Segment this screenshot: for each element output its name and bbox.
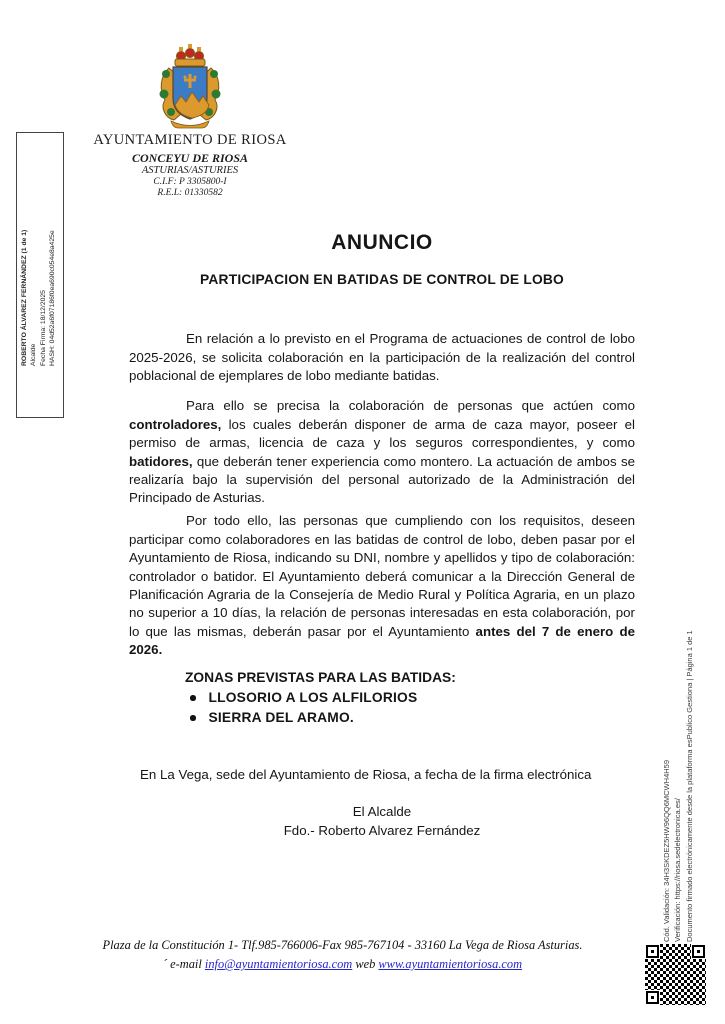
signature-stamp-text <box>20 138 60 412</box>
signature-block <box>129 802 635 840</box>
zonas-item-label: SIERRA DEL ARAMO. <box>208 710 354 725</box>
paragraph-2 <box>129 397 635 507</box>
org-name: AYUNTAMIENTO DE RIOSA <box>93 132 287 148</box>
validation-code: Cód. Validación: 34H3SKDEZ5HW96QQ6MCWH4H59 <box>662 759 671 942</box>
validation-strip <box>661 577 698 942</box>
zonas-section <box>129 668 635 728</box>
paragraph-1: En relación a lo previsto en el Programa de actuaciones de control de lobo 2025-2026, se solicita colaboración en la participación de la realización del control poblacional de ejemplares de lobo mediante batidas. <box>129 331 635 384</box>
p3-text: Por todo ello, las personas que cumpliendo con los requisitos, deseen participar como colaboradores en las batidas de control de lobo, deben pasar por el Ayuntamiento de Riosa, indicando su DNI, nombre y apellidos y tipo de colaboración: controlador o batidor. El Ayuntamiento deberá comunicar a la Dirección General de Planificación Agraria de la Consejería de Medio Rural y Política Agraria, en un plazo no superior a 10 días, la relación de personas interesadas en esta colaboración, por lo que las mismas, deberán pasar por el Ayuntamiento <box>129 513 635 639</box>
p2-bold-batidores: batidores, <box>129 453 193 469</box>
zonas-item-label: LLOSORIO A LOS ALFILORIOS <box>208 690 418 705</box>
zonas-heading: ZONAS PREVISTAS PARA LAS BATIDAS: <box>185 670 456 685</box>
footer-contact <box>60 955 625 974</box>
zonas-item <box>190 708 635 728</box>
org-region: ASTURIAS/ASTURIES <box>141 165 239 176</box>
qr-finder-icon <box>645 990 660 1005</box>
org-name-asturian: CONCEYU DE RIOSA <box>131 151 249 165</box>
zonas-item <box>190 688 635 708</box>
platform-note: Documento firmado electrónicamente desde la plataforma esPublico Gestiona | Página 1 de 1 <box>684 630 694 942</box>
footer-web-prefix: web <box>352 957 379 971</box>
doc-title: ANUNCIO <box>331 231 433 254</box>
qr-finder-icon <box>645 944 660 959</box>
riosa-coat-of-arms-icon <box>157 44 223 132</box>
org-cif: C.I.F: P 3305800-I <box>153 177 227 187</box>
signer-name: ROBERTO ÁLVAREZ FERNÁNDEZ (1 de 1) <box>21 229 28 366</box>
qr-code <box>645 944 706 1005</box>
signature-date: Fecha Firma: 18/12/2025 <box>39 290 47 366</box>
signer-role: Alcalde <box>30 343 38 366</box>
closing-paragraph: En La Vega, sede del Ayuntamiento de Riosa, a fecha de la firma electrónica <box>140 767 592 783</box>
p3-bold-deadline: antes del 7 de enero de 2026. <box>129 623 635 658</box>
footer-address: Plaza de la Constitución 1- Tlf.985-766006-Fax 985-767104 - 33160 La Vega de Riosa Asturias. <box>102 938 583 952</box>
footer-email-link[interactable]: info@ayuntamientoriosa.com <box>204 957 353 971</box>
signature-name: Fdo.- Roberto Alvarez Fernández <box>283 823 481 838</box>
page-footer <box>60 936 625 974</box>
footer-website-link[interactable]: www.ayuntamientoriosa.com <box>378 957 523 971</box>
qr-finder-icon <box>691 944 706 959</box>
p2-bold-controladores: controladores, <box>129 416 222 432</box>
p2-text: los cuales deberán disponer de arma de caza mayor, poseer el permiso de armas, licencia de caza y los seguros correspondientes, y como <box>129 416 635 451</box>
bullet-icon <box>190 715 196 721</box>
letterhead <box>88 44 292 199</box>
paragraph-3 <box>129 512 635 659</box>
doc-subtitle: PARTICIPACION EN BATIDAS DE CONTROL DE LOBO <box>199 272 564 287</box>
signature-role: El Alcalde <box>352 804 412 819</box>
verification-url: Verificación: https://riosa.sedelectronica.es/ <box>673 798 683 942</box>
org-rel: R.E.L: 01330582 <box>157 188 223 198</box>
footer-email-prefix: ´ e-mail <box>162 957 205 971</box>
bullet-icon <box>190 695 196 701</box>
p2-text: Para ello se precisa la colaboración de personas que actúen como <box>186 398 635 414</box>
p2-text: que deberán tener experiencia como montero. La actuación de ambos se realizaría bajo la supervisión del personal autorizado de la Administración del Principado de Asturias. <box>129 453 635 506</box>
signature-hash: HASH: 04d52a6f07186f0ea690c054e8a425e <box>49 230 57 366</box>
